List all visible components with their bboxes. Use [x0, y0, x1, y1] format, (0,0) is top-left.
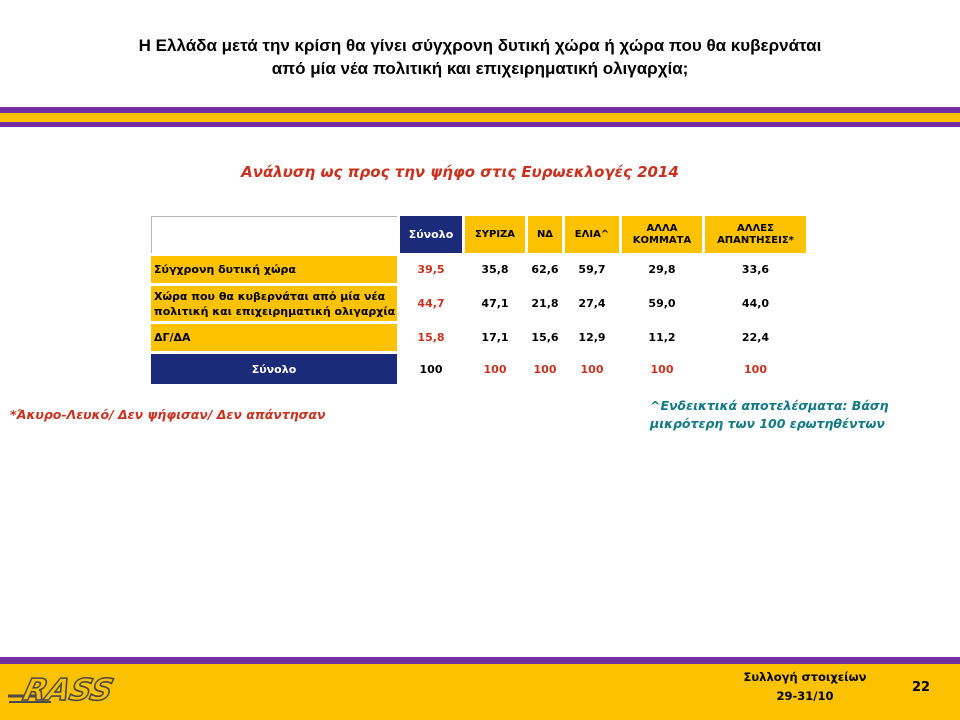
row-label-text: Χώρα που θα κυβερνάται από μία νέα: [154, 289, 386, 303]
cell-value: 100: [397, 351, 462, 384]
col-header-label: ΑΛΛΕΣ: [737, 222, 774, 234]
col-header-nd: [525, 216, 562, 253]
footnote-indicative: [650, 397, 950, 433]
col-header-label: ΝΔ: [536, 228, 554, 240]
data-collection-dates: 29-31/10: [776, 689, 834, 703]
page-title: [60, 34, 900, 80]
col-header-syriza: [462, 216, 525, 253]
table-row: [151, 321, 806, 351]
col-header-label: ΚΟΜΜΑΤΑ: [632, 234, 692, 246]
total-row-label: Σύνολο: [151, 351, 397, 384]
rass-logo-icon: [8, 666, 138, 712]
cell-value: 15,6: [525, 321, 562, 351]
cell-value: 27,4: [562, 283, 619, 321]
col-header-other-parties: [619, 216, 702, 253]
col-header-label: Σύνολο: [408, 228, 454, 241]
row-label: [151, 283, 397, 321]
cell-value: 35,8: [462, 253, 525, 283]
table-corner: [151, 216, 397, 253]
rass-logo: [8, 666, 138, 717]
cell-value: 21,8: [525, 283, 562, 321]
footnote-other-answers: *Άκυρο-Λευκό/ Δεν ψήφισαν/ Δεν απάντησαν: [10, 407, 326, 422]
data-collection-info: [720, 668, 890, 706]
top-stripe-gold: [0, 113, 960, 122]
cell-value: 17,1: [462, 321, 525, 351]
cell-value: 44,7: [397, 283, 462, 321]
table-header-row: [151, 216, 806, 253]
results-table: [151, 216, 806, 384]
footer-stripe-purple: [0, 657, 960, 664]
col-header-other-answers: [702, 216, 806, 253]
cell-value: 33,6: [702, 253, 806, 283]
total-row: [151, 351, 806, 384]
footnote-line: μικρότερη των 100 ερωτηθέντων: [650, 416, 885, 431]
col-header-total: [397, 216, 462, 253]
row-label-text: ΔΓ/ΔΑ: [154, 331, 191, 344]
cell-value: 47,1: [462, 283, 525, 321]
row-label: [151, 321, 397, 351]
table-row: [151, 253, 806, 283]
cell-value: 59,0: [619, 283, 702, 321]
cell-value: 100: [462, 351, 525, 384]
cell-value: 100: [562, 351, 619, 384]
col-header-label: ΣΥΡΙΖΑ: [474, 228, 516, 240]
logo-text: RASS: [19, 673, 117, 708]
cell-value: 15,8: [397, 321, 462, 351]
cell-value: 39,5: [397, 253, 462, 283]
cell-value: 44,0: [702, 283, 806, 321]
table-subtitle: Ανάλυση ως προς την ψήφο στις Ευρωεκλογές 2014: [241, 163, 679, 181]
cell-value: 62,6: [525, 253, 562, 283]
col-header-label: ΑΛΛΑ: [646, 222, 678, 234]
cell-value: 29,8: [619, 253, 702, 283]
col-header-label: ΕΛΙΑ^: [574, 228, 610, 240]
data-collection-label: Συλλογή στοιχείων: [743, 670, 867, 684]
cell-value: 100: [525, 351, 562, 384]
row-label: [151, 253, 397, 283]
title-line-2: από μία νέα πολιτική και επιχειρηματική ολιγαρχία;: [271, 59, 689, 78]
top-stripe-purple-2: [0, 122, 960, 127]
col-header-elia: [562, 216, 619, 253]
row-label-text: Σύγχρονη δυτική χώρα: [154, 263, 296, 276]
cell-value: 100: [702, 351, 806, 384]
col-header-label: ΑΠΑΝΤΗΣΕΙΣ*: [717, 234, 794, 246]
cell-value: 11,2: [619, 321, 702, 351]
table-row: [151, 283, 806, 321]
row-label-text: πολιτική και επιχειρηματική ολιγαρχία: [154, 304, 396, 318]
cell-value: 100: [619, 351, 702, 384]
footnote-line: ^Ενδεικτικά αποτελέσματα: Βάση: [650, 398, 889, 413]
title-line-1: Η Ελλάδα μετά την κρίση θα γίνει σύγχρονη δυτική χώρα ή χώρα που θα κυβερνάται: [138, 36, 822, 55]
cell-value: 12,9: [562, 321, 619, 351]
cell-value: 59,7: [562, 253, 619, 283]
cell-value: 22,4: [702, 321, 806, 351]
page-number: 22: [912, 680, 931, 695]
